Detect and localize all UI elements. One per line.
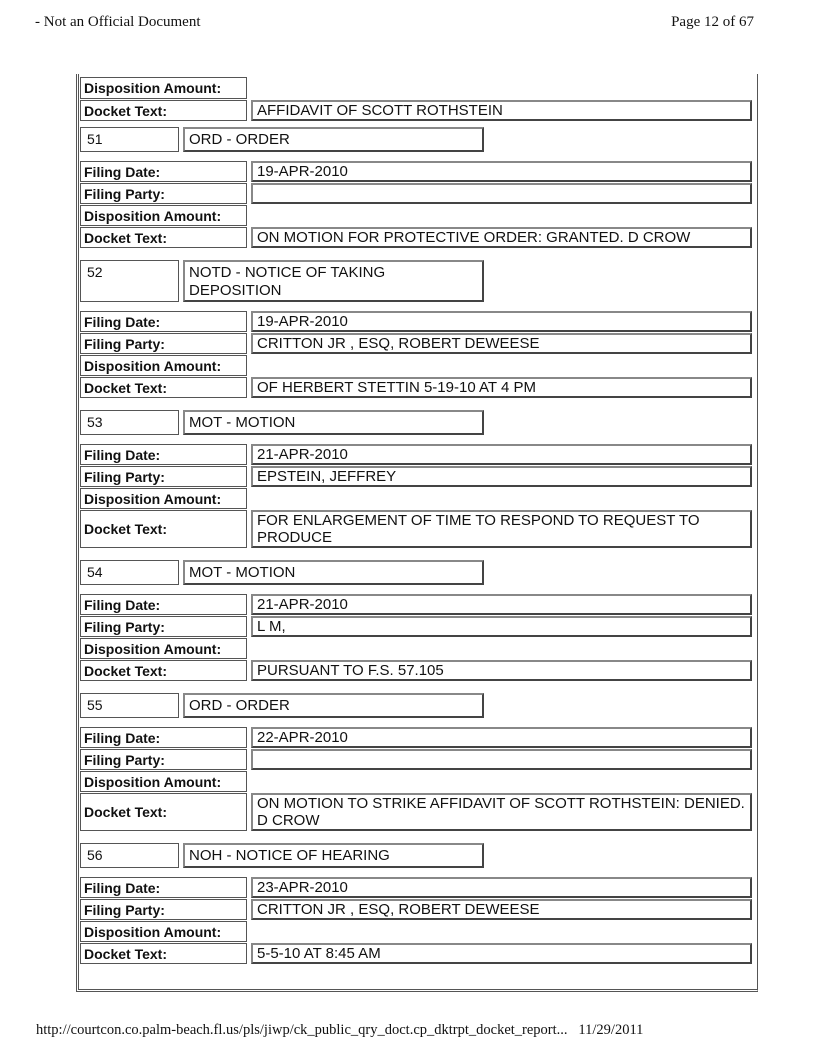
- filing-party-row: [80, 466, 752, 487]
- disposition-amount-row: [80, 488, 752, 509]
- entry-header-row: [80, 843, 752, 868]
- filing-party-row: [80, 749, 752, 770]
- docket-text-label: Docket Text:: [80, 227, 247, 248]
- page-number: Page 12 of 67: [671, 14, 754, 30]
- docket-text-label: Docket Text:: [80, 377, 247, 398]
- docket-text-row: [80, 510, 752, 548]
- filing-date-value: 19-APR-2010: [251, 161, 752, 182]
- filing-date-label: Filing Date:: [80, 444, 247, 465]
- disposition-amount-label: Disposition Amount:: [80, 488, 247, 509]
- disposition-amount-row: [80, 921, 752, 942]
- disposition-amount-label: Disposition Amount:: [80, 77, 247, 99]
- docket-text-value: FOR ENLARGEMENT OF TIME TO RESPOND TO REQUEST TO PRODUCE: [251, 510, 752, 548]
- docket-text-label: Docket Text:: [80, 660, 247, 681]
- filing-party-value: CRITTON JR , ESQ, ROBERT DEWEESE: [251, 333, 752, 354]
- fragment-disposition-row: [80, 77, 752, 99]
- entry-header-row: [80, 260, 752, 302]
- docket-text-row: [80, 793, 752, 831]
- filing-date-label: Filing Date:: [80, 311, 247, 332]
- disposition-amount-label: Disposition Amount:: [80, 771, 247, 792]
- filing-party-label: Filing Party:: [80, 333, 247, 354]
- print-date: 11/29/2011: [578, 1022, 644, 1038]
- entry-code: NOH - NOTICE OF HEARING: [183, 843, 484, 868]
- disposition-amount-row: [80, 771, 752, 792]
- entry-header-row: [80, 127, 752, 152]
- filing-date-label: Filing Date:: [80, 161, 247, 182]
- disposition-amount-label: Disposition Amount:: [80, 921, 247, 942]
- entry-header-row: [80, 693, 752, 718]
- filing-party-row: [80, 899, 752, 920]
- filing-party-row: [80, 333, 752, 354]
- filing-date-value: 19-APR-2010: [251, 311, 752, 332]
- filing-date-value: 21-APR-2010: [251, 444, 752, 465]
- entry-number: 52: [80, 260, 179, 302]
- docket-text-row: [80, 943, 752, 964]
- filing-date-row: [80, 594, 752, 615]
- filing-party-value: [251, 183, 752, 204]
- entry-number: 56: [80, 843, 179, 868]
- docket-text-label: Docket Text:: [80, 943, 247, 964]
- entry-header-row: [80, 410, 752, 435]
- source-url: http://courtcon.co.palm-beach.fl.us/pls/jiwp/ck_public_qry_doct.cp_dktrpt_docket_report...: [36, 1022, 568, 1038]
- filing-party-label: Filing Party:: [80, 749, 247, 770]
- docket-text-value: OF HERBERT STETTIN 5-19-10 AT 4 PM: [251, 377, 752, 398]
- disposition-amount-label: Disposition Amount:: [80, 355, 247, 376]
- filing-date-row: [80, 444, 752, 465]
- entry-code: NOTD - NOTICE OF TAKING DEPOSITION: [183, 260, 484, 302]
- header-disclaimer: - Not an Official Document: [35, 14, 201, 30]
- docket-text-value: PURSUANT TO F.S. 57.105: [251, 660, 752, 681]
- filing-date-value: 23-APR-2010: [251, 877, 752, 898]
- filing-party-label: Filing Party:: [80, 466, 247, 487]
- filing-date-row: [80, 311, 752, 332]
- disposition-amount-row: [80, 355, 752, 376]
- docket-text-label: Docket Text:: [80, 793, 247, 831]
- filing-party-value: L M,: [251, 616, 752, 637]
- entry-number: 53: [80, 410, 179, 435]
- filing-date-value: 22-APR-2010: [251, 727, 752, 748]
- docket-text-row: [80, 660, 752, 681]
- entry-code: ORD - ORDER: [183, 127, 484, 152]
- entry-code: MOT - MOTION: [183, 560, 484, 585]
- filing-date-row: [80, 161, 752, 182]
- filing-date-label: Filing Date:: [80, 594, 247, 615]
- filing-party-row: [80, 183, 752, 204]
- filing-party-label: Filing Party:: [80, 616, 247, 637]
- docket-text-label: Docket Text:: [80, 100, 247, 121]
- filing-party-label: Filing Party:: [80, 183, 247, 204]
- entry-code: MOT - MOTION: [183, 410, 484, 435]
- docket-text-label: Docket Text:: [80, 510, 247, 548]
- docket-text-value: ON MOTION FOR PROTECTIVE ORDER: GRANTED. D CROW: [251, 227, 752, 248]
- entry-code: ORD - ORDER: [183, 693, 484, 718]
- disposition-amount-label: Disposition Amount:: [80, 638, 247, 659]
- docket-text-row: [80, 377, 752, 398]
- disposition-amount-row: [80, 205, 752, 226]
- filing-party-row: [80, 616, 752, 637]
- filing-date-value: 21-APR-2010: [251, 594, 752, 615]
- entry-header-row: [80, 560, 752, 585]
- disposition-amount-row: [80, 638, 752, 659]
- filing-date-row: [80, 877, 752, 898]
- disposition-amount-label: Disposition Amount:: [80, 205, 247, 226]
- docket-text-value: AFFIDAVIT OF SCOTT ROTHSTEIN: [251, 100, 752, 121]
- docket-text-row: [80, 227, 752, 248]
- entry-number: 51: [80, 127, 179, 152]
- entry-number: 55: [80, 693, 179, 718]
- filing-party-value: EPSTEIN, JEFFREY: [251, 466, 752, 487]
- fragment-docket-text-row: [80, 100, 752, 121]
- filing-date-row: [80, 727, 752, 748]
- filing-date-label: Filing Date:: [80, 727, 247, 748]
- footer: [36, 1022, 643, 1039]
- filing-party-label: Filing Party:: [80, 899, 247, 920]
- filing-date-label: Filing Date:: [80, 877, 247, 898]
- entry-number: 54: [80, 560, 179, 585]
- filing-party-value: CRITTON JR , ESQ, ROBERT DEWEESE: [251, 899, 752, 920]
- docket-text-value: 5-5-10 AT 8:45 AM: [251, 943, 752, 964]
- filing-party-value: [251, 749, 752, 770]
- docket-text-value: ON MOTION TO STRIKE AFFIDAVIT OF SCOTT ROTHSTEIN: DENIED. D CROW: [251, 793, 752, 831]
